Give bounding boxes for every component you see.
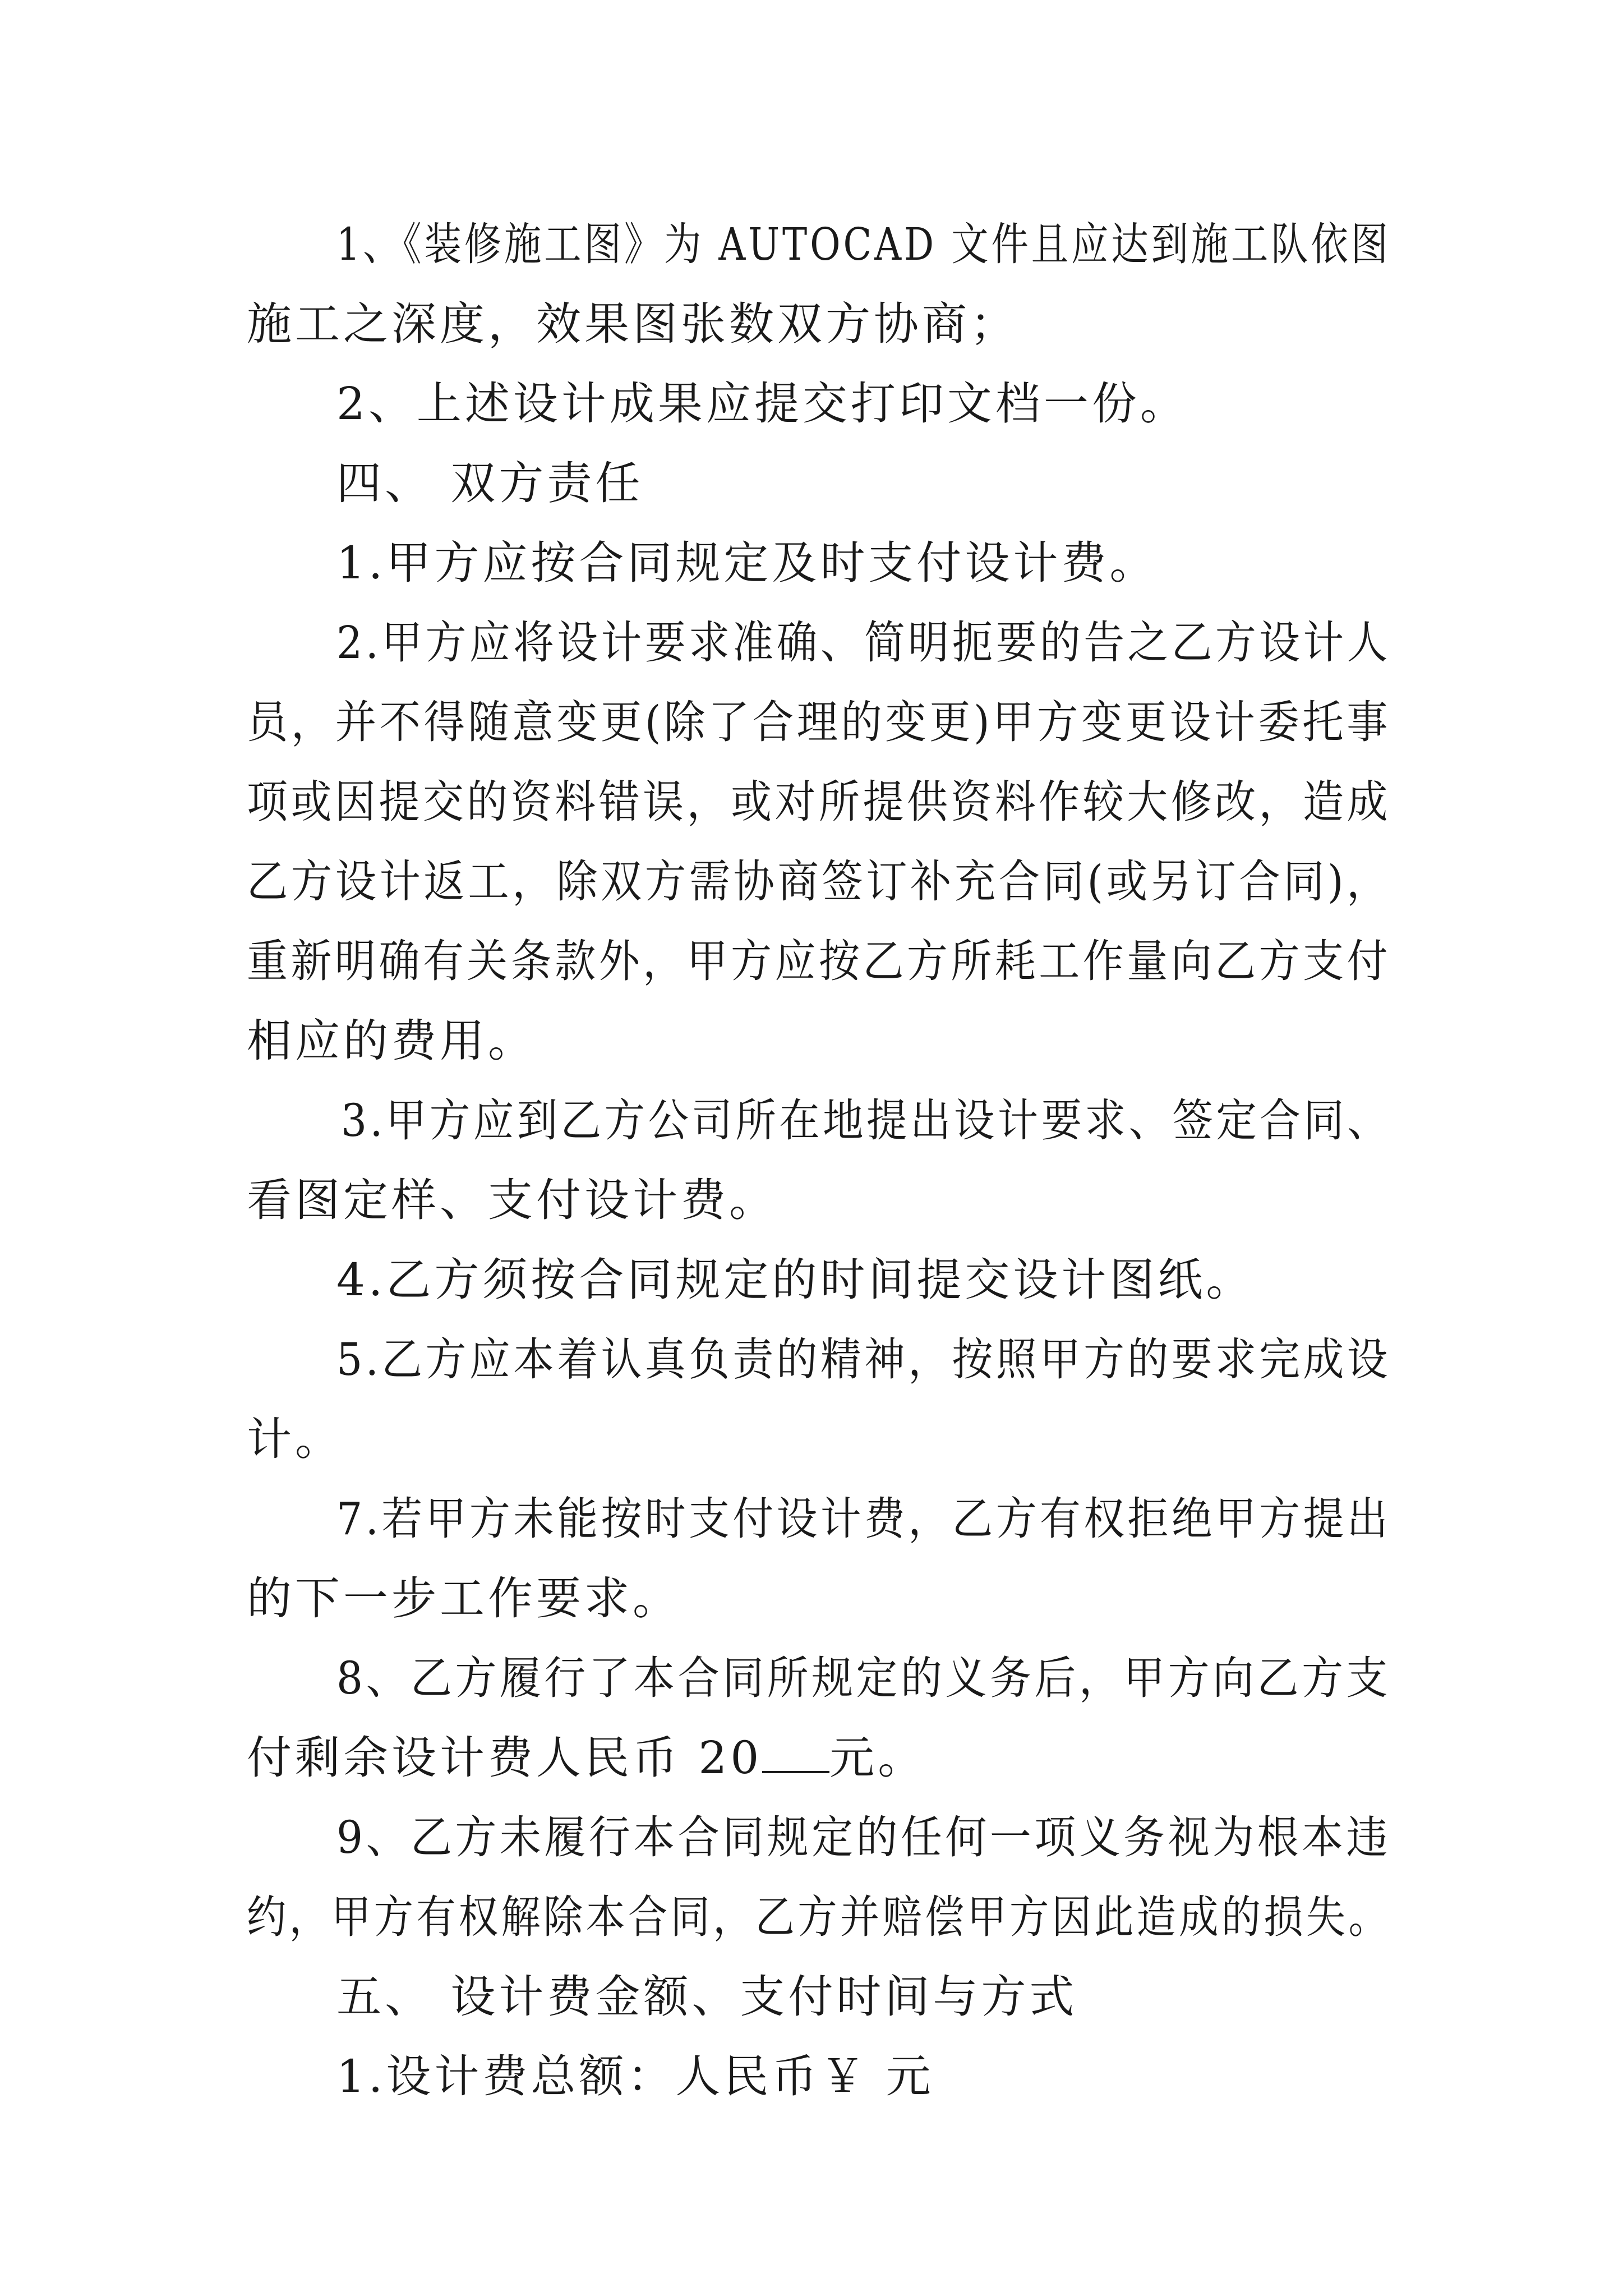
- document-body: [247, 205, 1391, 2116]
- para-line-with-blank: [247, 1718, 1391, 1798]
- para-line: 5.乙方应本着认真负责的精神，按照甲方的要求完成设: [336, 1333, 1391, 1386]
- para-line: 施工之深度，效果图张数双方协商；: [247, 298, 1018, 350]
- para-suffix: 元。: [829, 1732, 926, 1784]
- para-line: 的下一步工作要求。: [247, 1572, 681, 1625]
- para-line: 乙方设计返工，除双方需协商签订补充合同(或另订合同)，: [247, 855, 1391, 908]
- para-text: 付剩余设计费人民币 20: [247, 1732, 763, 1784]
- para-line: 1.设计费总额：人民币￥ 元: [336, 2050, 934, 2102]
- para-line: 1、《装修施工图》为 AUTOCAD 文件且应达到施工队依图: [336, 218, 1391, 270]
- section-heading: 五、 设计费金额、支付时间与方式: [336, 1971, 1078, 2023]
- para-line: 1.甲方应按合同规定及时支付设计费。: [336, 537, 1158, 589]
- para-line: 员，并不得随意变更(除了合理的变更)甲方变更设计委托事: [247, 696, 1391, 748]
- para-line: 2、上述设计成果应提交打印文档一份。: [336, 378, 1188, 430]
- para-line: 项或因提交的资料错误，或对所提供资料作较大修改，造成: [247, 776, 1391, 828]
- para-line: 9、乙方未履行本合同规定的任何一项义务视为根本违: [336, 1811, 1391, 1864]
- para-line: 约，甲方有权解除本合同，乙方并赔偿甲方因此造成的损失。: [247, 1891, 1391, 1943]
- para-line: 重新明确有关条款外，甲方应按乙方所耗工作量向乙方支付: [247, 935, 1391, 987]
- para-line: 计。: [247, 1413, 343, 1465]
- para-line: 8、乙方履行了本合同所规定的义务后，甲方向乙方支: [336, 1652, 1391, 1704]
- section-heading: 四、 双方责任: [336, 457, 644, 509]
- para-line: 7.若甲方未能按时支付设计费，乙方有权拒绝甲方提出: [336, 1493, 1391, 1545]
- para-line: 看图定样、支付设计费。: [247, 1174, 777, 1226]
- para-line: 4.乙方须按合同规定的时间提交设计图纸。: [336, 1254, 1255, 1306]
- fill-in-blank: [762, 1732, 829, 1773]
- para-line: 相应的费用。: [247, 1015, 536, 1067]
- para-line: 3.甲方应到乙方公司所在地提出设计要求、签定合同、: [341, 1094, 1391, 1147]
- para-line: 2.甲方应将设计要求准确、简明扼要的告之乙方设计人: [336, 616, 1391, 669]
